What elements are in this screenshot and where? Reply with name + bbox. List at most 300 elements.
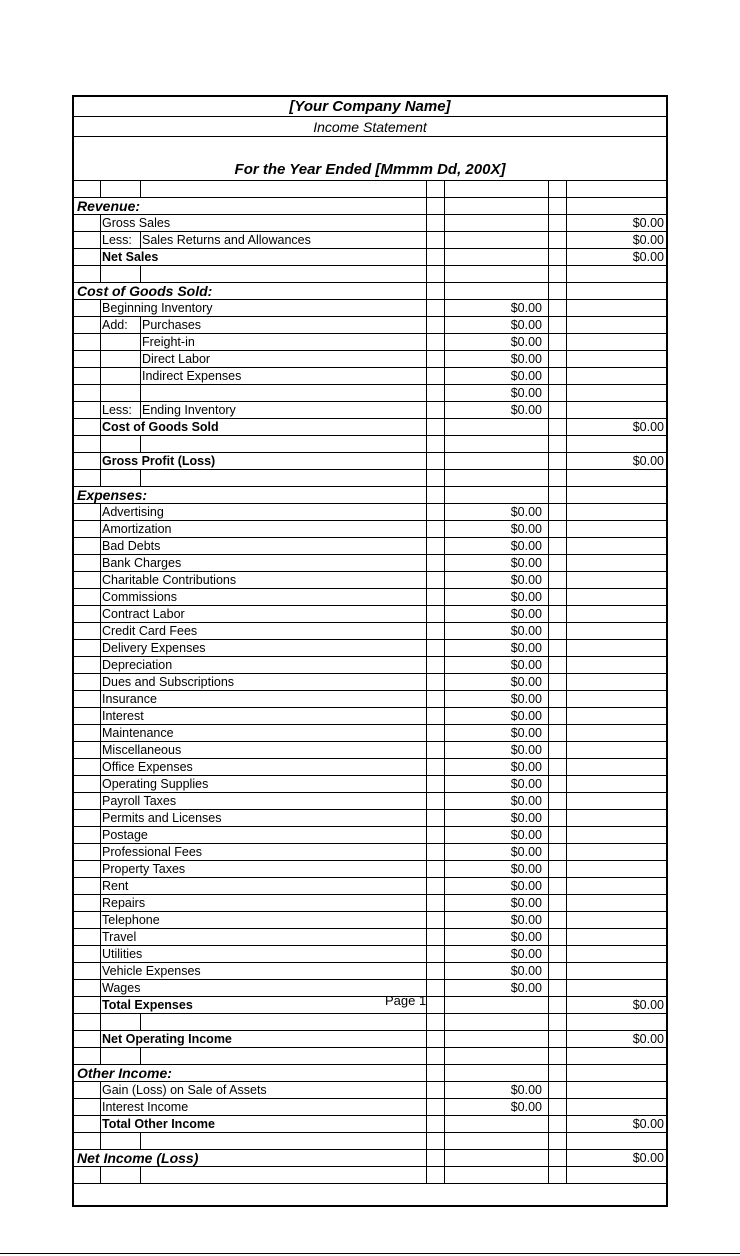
grid-line bbox=[426, 181, 427, 197]
grid-line bbox=[100, 504, 101, 520]
table-row bbox=[74, 640, 666, 657]
grid-line bbox=[548, 419, 549, 435]
company-name: [Your Company Name] bbox=[74, 97, 666, 117]
grid-line bbox=[444, 912, 445, 928]
amount-cell: $0.00 bbox=[510, 573, 542, 587]
row-label: Repairs bbox=[102, 896, 146, 910]
section-row bbox=[74, 487, 666, 504]
grid-line bbox=[566, 827, 567, 843]
grid-line bbox=[566, 198, 567, 214]
grid-line bbox=[426, 436, 427, 452]
grid-line bbox=[566, 844, 567, 860]
total-label: Gross Profit (Loss) bbox=[102, 454, 216, 468]
grid-line bbox=[548, 895, 549, 911]
amount-cell: $0.00 bbox=[510, 505, 542, 519]
table-row bbox=[74, 759, 666, 776]
grid-line bbox=[426, 300, 427, 316]
grid-line bbox=[566, 181, 567, 197]
row-label: Interest Income bbox=[102, 1100, 189, 1114]
grid-line bbox=[100, 929, 101, 945]
row-label: Gain (Loss) on Sale of Assets bbox=[102, 1083, 267, 1097]
grid-line bbox=[566, 929, 567, 945]
table-row bbox=[74, 878, 666, 895]
row-label: Interest bbox=[102, 709, 144, 723]
table-row bbox=[74, 402, 666, 419]
row-label: Bad Debts bbox=[102, 539, 161, 553]
amount-cell: $0.00 bbox=[510, 352, 542, 366]
blank-row bbox=[74, 181, 666, 198]
grid-line bbox=[140, 232, 141, 248]
grid-line bbox=[548, 521, 549, 537]
grid-line bbox=[426, 640, 427, 656]
grid-line bbox=[444, 351, 445, 367]
grid-line bbox=[566, 878, 567, 894]
grid-line bbox=[548, 572, 549, 588]
amount-cell: $0.00 bbox=[510, 862, 542, 876]
grid-line bbox=[426, 912, 427, 928]
grid-line bbox=[444, 300, 445, 316]
grid-line bbox=[548, 215, 549, 231]
amount-cell: $0.00 bbox=[510, 981, 542, 995]
grid-line bbox=[566, 1167, 567, 1183]
grid-line bbox=[444, 1048, 445, 1064]
grid-line bbox=[140, 385, 141, 401]
grid-line bbox=[566, 708, 567, 724]
grid-line bbox=[426, 725, 427, 741]
grid-line bbox=[444, 861, 445, 877]
table-row bbox=[74, 334, 666, 351]
table-row bbox=[74, 861, 666, 878]
grid-line bbox=[566, 589, 567, 605]
grid-line bbox=[548, 1150, 549, 1166]
grid-line bbox=[548, 759, 549, 775]
amount-cell: $0.00 bbox=[510, 913, 542, 927]
amount-cell: $0.00 bbox=[510, 403, 542, 417]
grid-line bbox=[140, 1048, 141, 1064]
grid-line bbox=[444, 572, 445, 588]
grid-line bbox=[444, 198, 445, 214]
grid-line bbox=[566, 521, 567, 537]
grid-line bbox=[444, 844, 445, 860]
grid-line bbox=[100, 1133, 101, 1149]
grid-line bbox=[426, 742, 427, 758]
table-row bbox=[74, 1099, 666, 1116]
table-row bbox=[74, 929, 666, 946]
table-row bbox=[74, 453, 666, 470]
grid-line bbox=[548, 283, 549, 299]
table-row bbox=[74, 810, 666, 827]
grid-line bbox=[426, 453, 427, 469]
grid-line bbox=[566, 997, 567, 1013]
grid-line bbox=[426, 1116, 427, 1132]
grid-line bbox=[566, 946, 567, 962]
grid-line bbox=[548, 300, 549, 316]
total-label: Net Operating Income bbox=[102, 1032, 232, 1046]
amount-cell: $0.00 bbox=[510, 1100, 542, 1114]
grid-line bbox=[426, 878, 427, 894]
grid-line bbox=[426, 232, 427, 248]
grid-line bbox=[444, 946, 445, 962]
table-row bbox=[74, 844, 666, 861]
grid-line bbox=[444, 453, 445, 469]
grid-line bbox=[444, 487, 445, 503]
grid-line bbox=[548, 317, 549, 333]
row-label: Indirect Expenses bbox=[142, 369, 242, 383]
row-label: Office Expenses bbox=[102, 760, 193, 774]
grid-line bbox=[100, 232, 101, 248]
grid-line bbox=[548, 249, 549, 265]
amount-cell: $0.00 bbox=[510, 964, 542, 978]
grid-line bbox=[426, 572, 427, 588]
grid-line bbox=[100, 1031, 101, 1047]
grid-line bbox=[100, 555, 101, 571]
grid-line bbox=[566, 912, 567, 928]
amount-cell: $0.00 bbox=[510, 896, 542, 910]
grid-line bbox=[548, 1014, 549, 1030]
grid-line bbox=[566, 283, 567, 299]
grid-line bbox=[100, 725, 101, 741]
income-statement-sheet bbox=[72, 95, 668, 1207]
grid-line bbox=[548, 504, 549, 520]
row-label: Operating Supplies bbox=[102, 777, 209, 791]
section-row bbox=[74, 1065, 666, 1082]
grid-line bbox=[426, 1048, 427, 1064]
grid-line bbox=[444, 1150, 445, 1166]
row-label: Rent bbox=[102, 879, 129, 893]
grid-line bbox=[426, 793, 427, 809]
row-label: Freight-in bbox=[142, 335, 195, 349]
grid-line bbox=[566, 1133, 567, 1149]
grid-line bbox=[566, 487, 567, 503]
row-label: Ending Inventory bbox=[142, 403, 236, 417]
grid-line bbox=[444, 538, 445, 554]
grid-line bbox=[100, 351, 101, 367]
grid-line bbox=[548, 912, 549, 928]
grid-line bbox=[444, 402, 445, 418]
table-row bbox=[74, 691, 666, 708]
grid-line bbox=[426, 504, 427, 520]
table-row bbox=[74, 215, 666, 232]
grid-line bbox=[100, 368, 101, 384]
row-label: Property Taxes bbox=[102, 862, 186, 876]
grid-line bbox=[566, 742, 567, 758]
grid-line bbox=[566, 470, 567, 486]
grid-line bbox=[444, 878, 445, 894]
amount-cell: $0.00 bbox=[510, 590, 542, 604]
grid-line bbox=[548, 997, 549, 1013]
grid-line bbox=[444, 1133, 445, 1149]
grid-line bbox=[426, 402, 427, 418]
grid-line bbox=[140, 266, 141, 282]
grid-line bbox=[100, 1167, 101, 1183]
grid-line bbox=[548, 1116, 549, 1132]
table-row bbox=[74, 742, 666, 759]
total-label: Net Sales bbox=[102, 250, 159, 264]
grid-line bbox=[426, 708, 427, 724]
grid-line bbox=[548, 963, 549, 979]
grid-line bbox=[100, 470, 101, 486]
total-amount-cell: $0.00 bbox=[632, 216, 664, 230]
grid-line bbox=[100, 266, 101, 282]
grid-line bbox=[566, 691, 567, 707]
grid-line bbox=[548, 793, 549, 809]
table-row bbox=[74, 1116, 666, 1133]
grid-line bbox=[566, 657, 567, 673]
amount-cell: $0.00 bbox=[510, 726, 542, 740]
row-label: Beginning Inventory bbox=[102, 301, 213, 315]
row-label: Gross Sales bbox=[102, 216, 171, 230]
amount-cell: $0.00 bbox=[510, 879, 542, 893]
grid-line bbox=[100, 1014, 101, 1030]
bottom-rule bbox=[0, 1253, 740, 1254]
table-row bbox=[74, 895, 666, 912]
grid-line bbox=[566, 861, 567, 877]
table-row bbox=[74, 623, 666, 640]
grid-line bbox=[548, 980, 549, 996]
grid-line bbox=[426, 351, 427, 367]
grid-line bbox=[426, 776, 427, 792]
grid-line bbox=[100, 878, 101, 894]
table-row bbox=[74, 657, 666, 674]
grid-line bbox=[548, 708, 549, 724]
grid-line bbox=[444, 334, 445, 350]
amount-cell: $0.00 bbox=[510, 743, 542, 757]
amount-cell: $0.00 bbox=[510, 607, 542, 621]
table-row bbox=[74, 776, 666, 793]
grid-line bbox=[444, 674, 445, 690]
row-label: Dues and Subscriptions bbox=[102, 675, 235, 689]
grid-line bbox=[444, 827, 445, 843]
grid-line bbox=[100, 793, 101, 809]
total-label: Total Other Income bbox=[102, 1117, 215, 1131]
grid-line bbox=[566, 963, 567, 979]
grid-line bbox=[100, 589, 101, 605]
table-row bbox=[74, 300, 666, 317]
section-heading: Net Income (Loss) bbox=[77, 1150, 199, 1166]
grid-line bbox=[566, 300, 567, 316]
amount-cell: $0.00 bbox=[510, 709, 542, 723]
row-label: Permits and Licenses bbox=[102, 811, 222, 825]
total-amount-cell: $0.00 bbox=[632, 1151, 664, 1165]
grid-line bbox=[566, 1048, 567, 1064]
grid-line bbox=[100, 385, 101, 401]
amount-cell: $0.00 bbox=[510, 675, 542, 689]
grid-line bbox=[100, 946, 101, 962]
grid-line bbox=[140, 334, 141, 350]
amount-cell: $0.00 bbox=[510, 947, 542, 961]
grid-line bbox=[444, 776, 445, 792]
grid-line bbox=[566, 725, 567, 741]
grid-line bbox=[566, 1031, 567, 1047]
row-label: Direct Labor bbox=[142, 352, 211, 366]
grid-line bbox=[444, 895, 445, 911]
grid-line bbox=[566, 249, 567, 265]
grid-line bbox=[444, 929, 445, 945]
grid-line bbox=[100, 759, 101, 775]
row-label: Vehicle Expenses bbox=[102, 964, 201, 978]
grid-line bbox=[140, 317, 141, 333]
blank-row bbox=[74, 436, 666, 453]
grid-line bbox=[100, 623, 101, 639]
grid-line bbox=[444, 657, 445, 673]
grid-line bbox=[548, 470, 549, 486]
grid-line bbox=[444, 1116, 445, 1132]
grid-line bbox=[548, 453, 549, 469]
total-amount-cell: $0.00 bbox=[632, 233, 664, 247]
grid-line bbox=[426, 521, 427, 537]
grid-line bbox=[548, 946, 549, 962]
grid-line bbox=[426, 1065, 427, 1081]
grid-line bbox=[444, 317, 445, 333]
grid-line bbox=[100, 215, 101, 231]
amount-cell: $0.00 bbox=[510, 641, 542, 655]
table-row bbox=[74, 504, 666, 521]
grid-line bbox=[426, 589, 427, 605]
grid-line bbox=[100, 912, 101, 928]
grid-line bbox=[566, 232, 567, 248]
grid-line bbox=[548, 776, 549, 792]
grid-line bbox=[426, 368, 427, 384]
grid-line bbox=[426, 538, 427, 554]
grid-line bbox=[566, 640, 567, 656]
blank-row bbox=[74, 1048, 666, 1065]
grid-line bbox=[426, 419, 427, 435]
grid-line bbox=[566, 538, 567, 554]
row-label: Telephone bbox=[102, 913, 160, 927]
grid-line bbox=[100, 742, 101, 758]
grid-line bbox=[444, 793, 445, 809]
table-row bbox=[74, 419, 666, 436]
grid-line bbox=[100, 317, 101, 333]
section-heading: Revenue: bbox=[77, 198, 141, 214]
grid-line bbox=[548, 1133, 549, 1149]
table-row bbox=[74, 946, 666, 963]
grid-line bbox=[426, 470, 427, 486]
total-amount-cell: $0.00 bbox=[632, 250, 664, 264]
grid-line bbox=[548, 487, 549, 503]
table-row bbox=[74, 725, 666, 742]
table-row bbox=[74, 674, 666, 691]
amount-cell: $0.00 bbox=[510, 369, 542, 383]
grid-line bbox=[140, 1167, 141, 1183]
grid-line bbox=[548, 555, 549, 571]
grid-line bbox=[426, 1014, 427, 1030]
grid-line bbox=[548, 402, 549, 418]
grid-line bbox=[100, 776, 101, 792]
table-row bbox=[74, 980, 666, 997]
row-label: Travel bbox=[102, 930, 137, 944]
grid-line bbox=[566, 1150, 567, 1166]
grid-line bbox=[566, 980, 567, 996]
grid-line bbox=[444, 997, 445, 1013]
table-row bbox=[74, 385, 666, 402]
grid-line bbox=[566, 606, 567, 622]
grid-line bbox=[566, 436, 567, 452]
grid-line bbox=[444, 385, 445, 401]
grid-line bbox=[548, 1099, 549, 1115]
table-row bbox=[74, 1031, 666, 1048]
grid-line bbox=[566, 419, 567, 435]
grid-line bbox=[548, 725, 549, 741]
table-row bbox=[74, 997, 666, 1014]
grid-line bbox=[100, 844, 101, 860]
grid-line bbox=[444, 215, 445, 231]
table-row bbox=[74, 317, 666, 334]
grid-line bbox=[444, 589, 445, 605]
grid-line bbox=[100, 453, 101, 469]
grid-line bbox=[566, 776, 567, 792]
amount-cell: $0.00 bbox=[510, 777, 542, 791]
grid-line bbox=[444, 742, 445, 758]
grid-line bbox=[100, 419, 101, 435]
total-label: Total Expenses bbox=[102, 998, 193, 1012]
grid-line bbox=[426, 334, 427, 350]
grid-line bbox=[426, 1082, 427, 1098]
grid-line bbox=[444, 980, 445, 996]
section-heading: Expenses: bbox=[77, 487, 148, 503]
amount-cell: $0.00 bbox=[510, 811, 542, 825]
grid-line bbox=[548, 589, 549, 605]
grid-line bbox=[100, 300, 101, 316]
amount-cell: $0.00 bbox=[510, 556, 542, 570]
grid-line bbox=[548, 606, 549, 622]
grid-line bbox=[548, 827, 549, 843]
grid-line bbox=[140, 1014, 141, 1030]
total-amount-cell: $0.00 bbox=[632, 998, 664, 1012]
grid-line bbox=[444, 266, 445, 282]
grid-line bbox=[566, 453, 567, 469]
grid-line bbox=[426, 317, 427, 333]
grid-line bbox=[100, 249, 101, 265]
grid-line bbox=[444, 1167, 445, 1183]
grid-line bbox=[548, 181, 549, 197]
row-label: Sales Returns and Allowances bbox=[142, 233, 311, 247]
grid-line bbox=[548, 691, 549, 707]
grid-line bbox=[100, 1116, 101, 1132]
table-row bbox=[74, 249, 666, 266]
grid-line bbox=[100, 402, 101, 418]
grid-line bbox=[426, 963, 427, 979]
row-label: Contract Labor bbox=[102, 607, 185, 621]
grid-line bbox=[426, 844, 427, 860]
grid-line bbox=[444, 555, 445, 571]
grid-line bbox=[548, 640, 549, 656]
grid-line bbox=[566, 1082, 567, 1098]
grid-line bbox=[566, 895, 567, 911]
grid-line bbox=[444, 623, 445, 639]
blank-row bbox=[74, 1167, 666, 1184]
grid-line bbox=[140, 1133, 141, 1149]
table-row bbox=[74, 827, 666, 844]
grid-line bbox=[548, 844, 549, 860]
grid-line bbox=[100, 810, 101, 826]
grid-line bbox=[548, 266, 549, 282]
grid-line bbox=[566, 1116, 567, 1132]
row-label: Amortization bbox=[102, 522, 172, 536]
grid-line bbox=[140, 436, 141, 452]
grid-line bbox=[140, 351, 141, 367]
grid-line bbox=[100, 1048, 101, 1064]
row-label: Delivery Expenses bbox=[102, 641, 206, 655]
grid-line bbox=[566, 266, 567, 282]
statement-title: Income Statement bbox=[74, 117, 666, 137]
grid-line bbox=[444, 1082, 445, 1098]
table-row bbox=[74, 521, 666, 538]
section-heading: Other Income: bbox=[77, 1065, 172, 1081]
grid-line bbox=[548, 623, 549, 639]
grid-line bbox=[100, 1099, 101, 1115]
grid-line bbox=[566, 317, 567, 333]
